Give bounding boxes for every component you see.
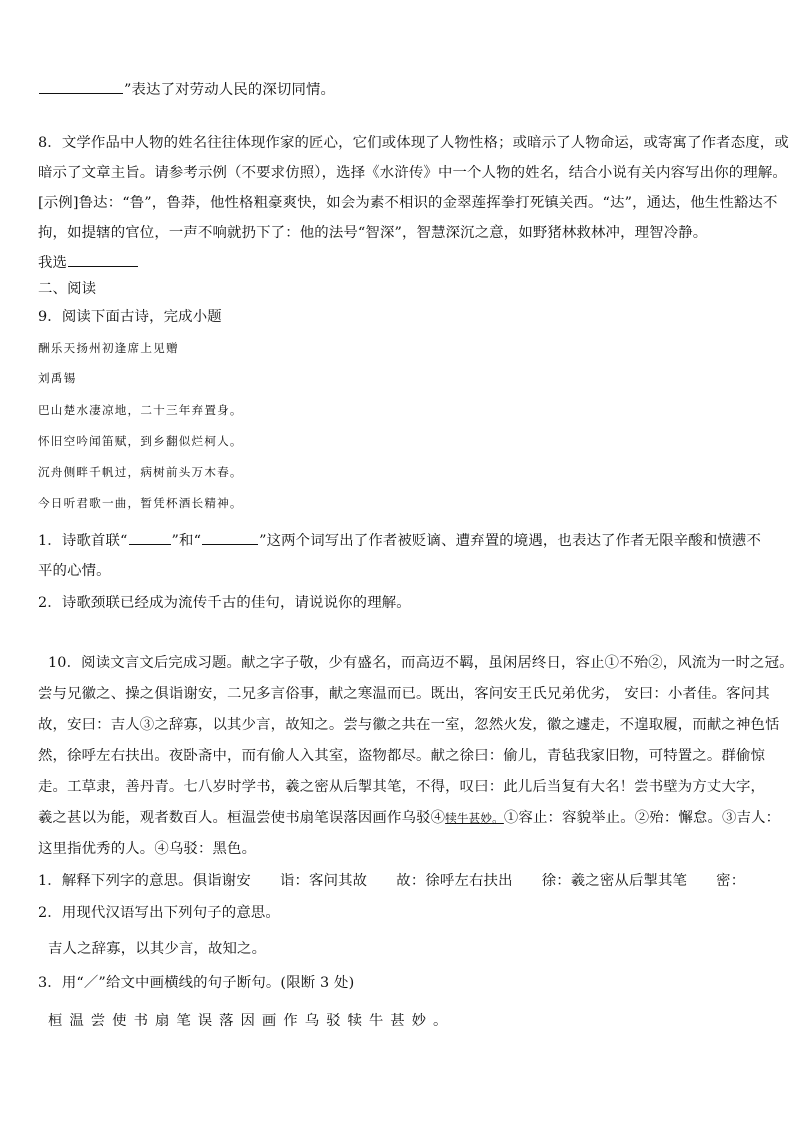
q10-line-3: 故，安曰：吉人③之辞寡，以其少言，故知之。尝与徽之共在一室，忽然火发，徽之遽走，不遑取履，而献之神色恬 xyxy=(38,717,780,733)
q7-tail-text: ”表达了对劳动人民的深切同情。 xyxy=(124,82,336,98)
q9-sub1-text-a: 1．诗歌首联“ xyxy=(38,533,128,549)
q10-sub2-sentence: 吉人之辞寡，以其少言，故知之。 xyxy=(48,941,267,957)
q10-line-6b: ①容止：容貌举止。②殆：懈怠。③吉人： xyxy=(503,810,781,826)
q9-title: 9．阅读下面古诗，完成小题 xyxy=(38,309,222,325)
underlined-sentence: 犊牛甚妙。 xyxy=(445,811,504,825)
answer-blank[interactable] xyxy=(39,78,123,94)
question-10 xyxy=(38,648,794,865)
section-heading: 二、阅读 xyxy=(38,281,97,297)
question-8 xyxy=(38,128,789,278)
q10-line-6 xyxy=(38,803,781,834)
q9-sub1-line xyxy=(38,526,760,556)
q7-tail-line xyxy=(38,78,335,101)
q8-line-2: 暗示了文章主旨。请参考示例（不要求仿照），选择《水浒传》中一个人物的姓名，结合小说有关内容写出你的理解。 xyxy=(38,165,787,181)
poem-line: 今日听君歌一曲，暂凭杯酒长精神。 xyxy=(38,496,243,510)
q10-sub-3: 3．用“／”给文中画横线的句子断句。(限断 3 处) xyxy=(38,975,355,991)
answer-blank[interactable] xyxy=(129,529,171,545)
q9-sub-2: 2．诗歌颈联已经成为流传千古的佳句，请说说你的理解。 xyxy=(38,595,411,611)
q10-line-6a: 羲之甚以为能，观者数百人。桓温尝使书扇笔误落因画作乌驳④ xyxy=(38,810,446,826)
q10-sub3-sentence: 桓温尝使书扇笔误落因画作乌驳犊牛甚妙。 xyxy=(48,1013,455,1029)
q8-line-1: 8．文学作品中人物的姓名往往体现作家的匠心，它们或体现了人物性格；或暗示了人物命运，或寄寓了作者态度，或 xyxy=(38,135,789,151)
poem-title: 酬乐天扬州初逢席上见赠 xyxy=(38,341,179,355)
q10-line-4: 然，徐呼左右扶出。夜卧斋中，而有偷人入其室，盗物都尽。献之徐曰：偷儿，青毡我家旧物，可特置之。群偷惊 xyxy=(38,748,766,764)
poem-line: 怀旧空吟闻笛赋，到乡翻似烂柯人。 xyxy=(38,434,243,448)
answer-blank[interactable] xyxy=(68,251,138,267)
poem-line: 沉舟侧畔千帆过，病树前头万木春。 xyxy=(38,465,243,479)
q8-line-3: [示例]鲁达：“鲁”，鲁莽，他性格粗豪爽快，如会为素不相识的金翠莲挥拳打死镇关西。“达”，通达，他生性豁达不 xyxy=(38,195,778,211)
answer-blank[interactable] xyxy=(202,529,258,545)
q9-sub1-line-2: 平的心情。 xyxy=(38,563,111,579)
q8-choose-line xyxy=(38,248,760,278)
poem-author: 刘禹锡 xyxy=(38,371,77,385)
q9-sub1-text-c: ”这两个词写出了作者被贬谪、遭弃置的境遇，也表达了作者无限辛酸和愤懑不 xyxy=(259,533,761,549)
poem-line: 巴山楚水凄凉地，二十三年弃置身。 xyxy=(38,403,243,417)
q8-choose-label: 我选 xyxy=(38,255,68,271)
q9-sub-1 xyxy=(38,526,760,586)
q10-sub-1: 1．解释下列字的意思。俱诣谢安 诣：客问其故 故：徐呼左右扶出 徐：羲之密从后掣其笔 密： xyxy=(38,873,746,889)
q10-line-1: 10．阅读文言文后完成习题。献之字子敬，少有盛名，而高迈不羁，虽闲居终日，容止①不殆②，风流为一时之冠。 xyxy=(48,655,794,671)
q10-line-7: 这里指优秀的人。④乌驳：黑色。 xyxy=(38,841,257,857)
q10-line-2: 尝与兄徽之、操之俱诣谢安，二兄多言俗事，献之寒温而已。既出，客问安王氏兄弟优劣， 安曰：小者佳。客问其 xyxy=(38,686,770,702)
q10-line-5: 走。工草隶，善丹青。七八岁时学书，羲之密从后掣其笔，不得，叹曰：此儿后当复有大名！尝书壁为方丈大字， xyxy=(38,779,766,795)
q9-sub1-text-b: ”和“ xyxy=(171,533,202,549)
q10-sub-2: 2．用现代汉语写出下列句子的意思。 xyxy=(38,905,280,921)
q8-line-4: 拘，如提辖的官位，一声不响就扔下了：他的法号“智深”，智慧深沉之意，如野猪林救林冲，理智冷静。 xyxy=(38,225,708,241)
